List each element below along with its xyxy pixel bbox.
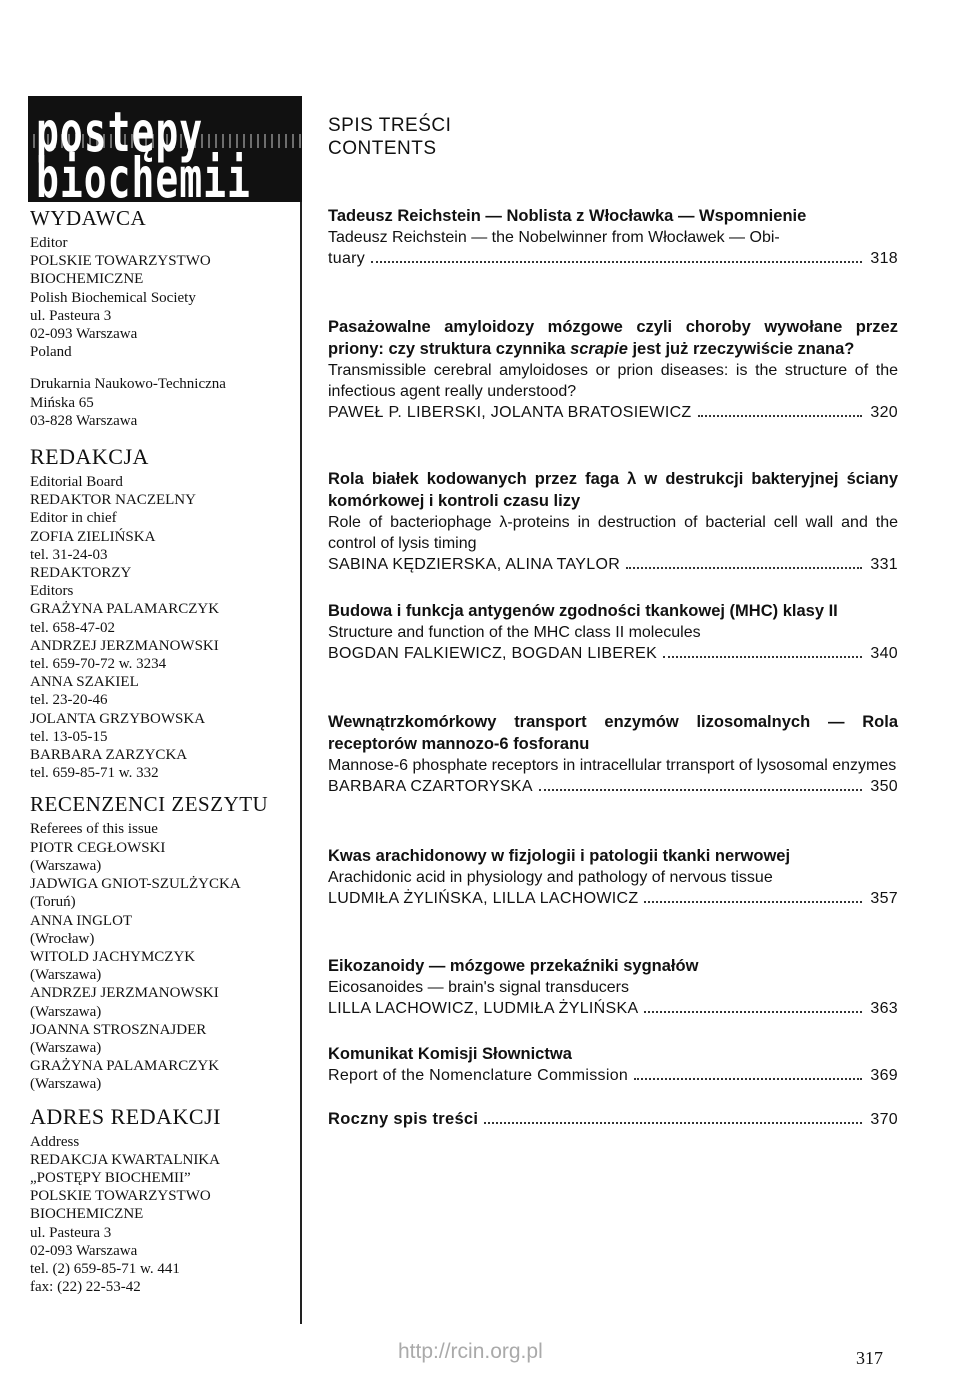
drukarnia-lines (30, 375, 300, 430)
entry-page: 331 (870, 556, 898, 573)
masthead-line: GRAŻYNA PALAMARCZYK (30, 1058, 220, 1075)
source-url[interactable]: http://rcin.org.pl (398, 1340, 543, 1363)
entry-title-en: Tadeusz Reichstein — the Nobelwinner from Włocławek — Obi- (328, 229, 780, 246)
entry-authors: LUDMIŁA ŻYLIŃSKA, LILLA LACHOWICZ (328, 890, 639, 907)
entry-title-pl: Budowa i funkcja antygenów zgodności tkankowej (MHC) klasy II (328, 602, 838, 620)
entry-authors: tuary (328, 250, 366, 267)
toc-entry-2[interactable] (328, 316, 898, 424)
masthead-line: (Warszawa) (30, 857, 102, 874)
masthead-line: (Warszawa) (30, 1003, 102, 1020)
entry-title-pl: Pasażowalne amyloidozy mózgowe czyli choroby wywołane przez priony: czy struktura czynnika scrapie jest już rzeczywiście znana? (328, 318, 898, 358)
entry-page: 350 (870, 778, 898, 795)
entry-title-pl: Komunikat Komisji Słownictwa (328, 1045, 572, 1063)
entry-authors: BOGDAN FALKIEWICZ, BOGDAN LIBEREK (328, 645, 658, 662)
entry-title-pl: Eikozanoidy — mózgowe przekaźniki sygnałów (328, 957, 699, 975)
adres-lines (30, 1133, 300, 1297)
leader-dots (634, 1078, 862, 1080)
masthead-line: ul. Pasteura 3 (30, 307, 112, 324)
recenzenci-lines (30, 820, 300, 1093)
masthead-details (30, 206, 300, 1296)
masthead-line: ZOFIA ZIELIŃSKA (30, 528, 156, 545)
masthead-line: ANNA SZAKIEL (30, 674, 139, 691)
entry-authors: PAWEŁ P. LIBERSKI, JOLANTA BRATOSIEWICZ (328, 404, 692, 421)
entry-title-pl: Roczny spis treści (328, 1110, 479, 1128)
entry-page: 320 (870, 404, 898, 421)
masthead-line: tel. (2) 659-85-71 w. 441 (30, 1260, 180, 1277)
masthead-line: BIOCHEMICZNE (30, 1206, 144, 1223)
masthead-line: 02-093 Warszawa (30, 1242, 138, 1259)
masthead-line: 03-828 Warszawa (30, 412, 138, 429)
masthead-column (22, 96, 302, 1324)
entry-title-en: Transmissible cerebral amyloidoses or prion diseases: is the structure of the infectious agent really understood? (328, 362, 898, 400)
wydawca-lines (30, 234, 300, 361)
masthead-line: Editor in chief (30, 510, 117, 527)
logo-line-2: biochemii (36, 146, 251, 202)
entry-title-pl: Rola białek kodowanych przez faga λ w destrukcji bakteryjnej ściany komórkowej i kontroli czasu lizy (328, 470, 898, 510)
entry-authors: BARBARA CZARTORYSKA (328, 778, 533, 795)
entry-title-en: Arachidonic acid in physiology and pathology of nervous tissue (328, 869, 773, 886)
masthead-line: (Warszawa) (30, 967, 102, 984)
toc-entry-3[interactable] (328, 468, 898, 576)
toc-entry-6[interactable] (328, 845, 898, 910)
entry-title-pl: Wewnątrzkomórkowy transport enzymów lizosomalnych — Rola receptorów mannozo-6 fosforanu (328, 713, 898, 753)
masthead-line: ANNA INGLOT (30, 912, 133, 929)
masthead-line: Editorial Board (30, 474, 123, 491)
leader-dots (371, 261, 862, 263)
wydawca-heading: WYDAWCA (30, 206, 147, 230)
masthead-line: (Toruń) (30, 894, 76, 911)
entry-page: 369 (870, 1067, 898, 1084)
leader-dots (626, 567, 862, 569)
masthead-line: Polish Biochemical Society (30, 289, 196, 306)
leader-dots (539, 789, 863, 791)
masthead-line: Address (30, 1133, 80, 1150)
masthead-line: fax: (22) 22-53-42 (30, 1279, 141, 1296)
masthead-line: ul. Pasteura 3 (30, 1224, 112, 1241)
masthead-line: Poland (30, 344, 72, 361)
masthead-line: REDAKTORZY (30, 565, 132, 582)
entry-page: 357 (870, 890, 898, 907)
masthead-line: ANDRZEJ JERZMANOWSKI (30, 637, 219, 654)
masthead-line: tel. 659-70-72 w. 3234 (30, 656, 167, 673)
toc-entry-9[interactable] (328, 1108, 898, 1131)
recenzenci-heading: RECENZENCI ZESZYTU (30, 792, 269, 817)
entry-authors: LILLA LACHOWICZ, LUDMIŁA ŻYLIŃSKA (328, 1000, 639, 1017)
masthead-line: (Warszawa) (30, 1039, 102, 1056)
entry-authors: SABINA KĘDZIERSKA, ALINA TAYLOR (328, 556, 621, 573)
masthead-line: tel. 13-05-15 (30, 728, 108, 745)
leader-dots (663, 656, 862, 658)
masthead-line: Editor (30, 235, 68, 251)
masthead-line: (Wrocław) (30, 930, 95, 947)
toc-entry-4[interactable] (328, 600, 898, 665)
masthead-line: Mińska 65 (30, 394, 94, 411)
entry-title-en: Eicosanoides — brain's signal transducers (328, 979, 629, 996)
page-number: 317 (856, 1348, 883, 1368)
masthead-line: tel. 658-47-02 (30, 619, 115, 636)
redakcja-heading: REDAKCJA (30, 444, 149, 470)
entry-title-en: Mannose-6 phosphate receptors in intracellular trransport of lysosomal enzymes (328, 757, 897, 774)
masthead-line: GRAŻYNA PALAMARCZYK (30, 601, 220, 618)
toc-entry-1[interactable] (328, 205, 898, 270)
masthead-line: JADWIGA GNIOT-SZULŻYCKA (30, 876, 241, 893)
masthead-line: POLSKIE TOWARZYSTWO (30, 253, 211, 270)
adres-heading: ADRES REDAKCJI (30, 1103, 221, 1129)
entry-page: 318 (870, 250, 898, 267)
toc-title-en: CONTENTS (328, 138, 437, 159)
masthead-line: REDAKCJA KWARTALNIKA (30, 1151, 220, 1168)
leader-dots (644, 901, 862, 903)
redakcja-lines (30, 473, 300, 782)
masthead-line: Editors (30, 583, 74, 600)
leader-dots (484, 1122, 862, 1124)
entry-title-en: Report of the Nomenclature Commission (328, 1067, 629, 1084)
leader-dots (698, 415, 863, 417)
masthead-line: Drukarnia Naukowo-Techniczna (30, 376, 226, 393)
masthead-line: WITOLD JACHYMCZYK (30, 948, 196, 965)
entry-title-pl: Kwas arachidonowy w fizjologii i patologii tkanki nerwowej (328, 847, 791, 865)
entry-page: 370 (870, 1111, 898, 1128)
toc-entry-5[interactable] (328, 711, 898, 798)
entry-title-en: Role of bacteriophage λ-proteins in destruction of bacterial cell wall and the control of lysis timing (328, 514, 898, 552)
toc-entry-8[interactable] (328, 1043, 898, 1087)
entry-page: 340 (870, 645, 898, 662)
masthead-line: REDAKTOR NACZELNY (30, 492, 196, 509)
masthead-line: tel. 31-24-03 (30, 546, 108, 563)
masthead-line: tel. 659-85-71 w. 332 (30, 765, 159, 782)
entry-title-en: Structure and function of the MHC class II molecules (328, 624, 701, 641)
entry-page: 363 (870, 1000, 898, 1017)
masthead-line: PIOTR CEGŁOWSKI (30, 839, 166, 856)
masthead-line: JOANNA STROSZNAJDER (30, 1021, 207, 1038)
masthead-line: „POSTĘPY BIOCHEMII” (30, 1169, 191, 1186)
toc-title-pl: SPIS TREŚCI (328, 115, 452, 136)
masthead-line: ANDRZEJ JERZMANOWSKI (30, 985, 219, 1002)
masthead-line: BIOCHEMICZNE (30, 271, 144, 288)
masthead-line: 02-093 Warszawa (30, 326, 138, 343)
masthead-line: JOLANTA GRZYBOWSKA (30, 710, 206, 727)
masthead-line: BARBARA ZARZYCKA (30, 747, 188, 764)
journal-logo (28, 96, 302, 202)
entry-title-pl: Tadeusz Reichstein — Noblista z Włocławka — Wspomnienie (328, 207, 807, 225)
masthead-line: Referees of this issue (30, 821, 158, 838)
leader-dots (644, 1011, 862, 1013)
logo-line-1: postępy (36, 100, 204, 164)
masthead-line: tel. 23-20-46 (30, 692, 108, 709)
toc-entry-7[interactable] (328, 955, 898, 1020)
masthead-line: (Warszawa) (30, 1076, 102, 1093)
table-of-contents (328, 114, 898, 160)
masthead-line: POLSKIE TOWARZYSTWO (30, 1188, 211, 1205)
